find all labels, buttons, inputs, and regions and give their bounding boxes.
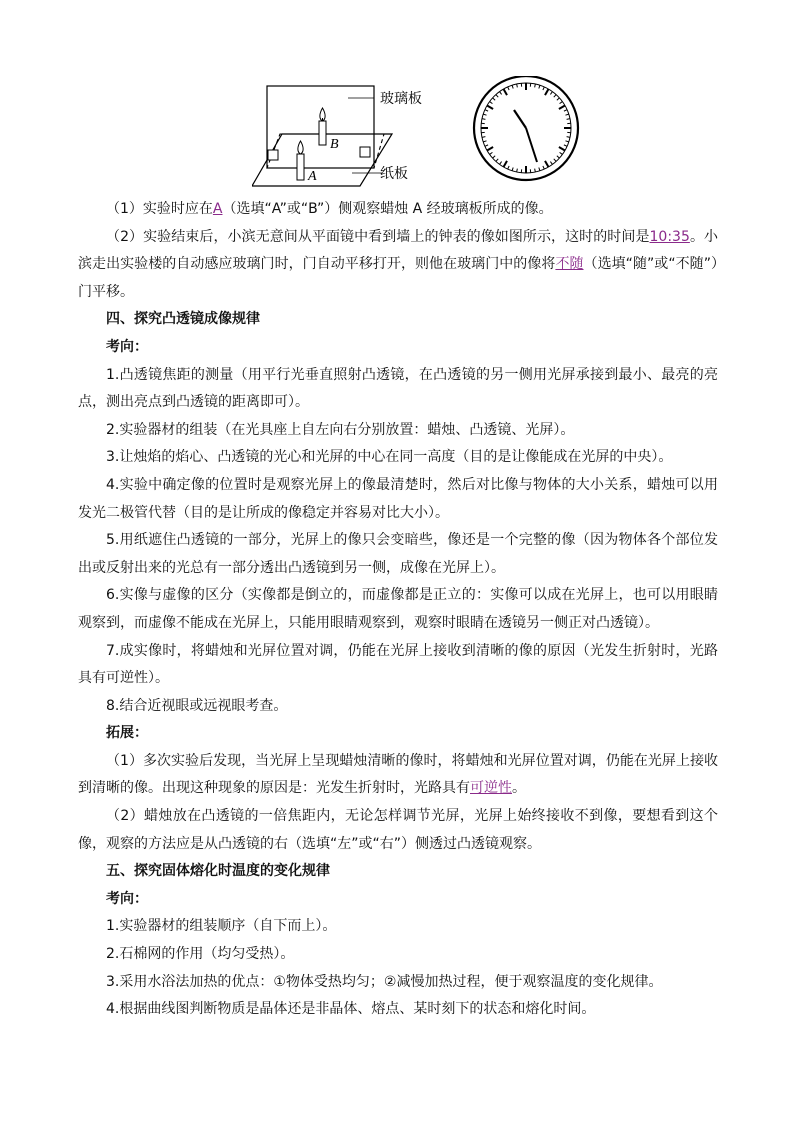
section-4-title: 四、探究凸透镜成像规律 — [106, 311, 260, 328]
paper-board-label: 纸板 — [380, 167, 408, 182]
extension-1-answer: 可逆性 — [470, 780, 512, 797]
clock-tick — [535, 84, 536, 87]
section-5-item: 2.石棉网的作用（均匀受热）。 — [106, 946, 295, 963]
extension-2: （2）蜡烛放在凸透镜的一倍焦距内，无论怎样调节光屏，光屏上始终接收不到像，要想看到这个像，观察的方法应是从凸透镜的右（选填“左”或“右”）侧透过凸透镜观察。 — [78, 808, 718, 852]
question-1-suffix: （选填“A”或“B”）侧观察蜡烛 A 经玻璃板所成的像。 — [222, 201, 553, 217]
mirror-and-clock-diagram — [252, 76, 582, 188]
support-block-left — [268, 150, 278, 160]
candle-a-flame — [298, 141, 303, 154]
support-block-right — [360, 147, 370, 157]
section-4-item: 4.实验中确定像的位置时是观察光屏上的像最清楚时，然后对比像与物体的大小关系，蜡烛可以用发光二极管代替（目的是让所成的像稳定并容易对比大小）。 — [78, 476, 718, 521]
clock-tick — [517, 169, 518, 172]
question-2-answer-door: 不随 — [555, 256, 584, 273]
extension-1-text: （1）多次实验后发现，当光屏上呈现蜡烛清晰的像时，将蜡烛和光屏位置对调，仍能在光屏上接收到清晰的像。出现这种现象的原因是：光发生折射时，光路具有 — [78, 752, 718, 797]
section-4-item: 3.让烛焰的焰心、凸透镜的光心和光屏的中心在同一高度（目的是让像能成在光屏的中央）。 — [106, 449, 673, 466]
question-2-middle: 。小滨走出实验楼的自动感应玻璃门时，门自动平移打开，则他在玻璃门中的像将 — [78, 228, 719, 273]
experiment-figure — [252, 76, 582, 192]
extension-1 — [78, 748, 718, 803]
section-5-kaoxiang: 考向： — [106, 890, 148, 907]
question-1-text: （1）实验时应在 — [106, 201, 213, 217]
extension-1-suffix: 。 — [512, 780, 526, 797]
clock-tick — [567, 137, 570, 138]
section-4-item: 8.结合近视眼或远视眼考查。 — [106, 697, 288, 714]
clock-tick — [482, 119, 485, 120]
document-body — [78, 196, 718, 1024]
section-4-item: 7.成实像时，将蜡烛和光屏位置对调，仍能在光屏上接收到清晰的像的原因（光发生折射时，光路具有可逆性）。 — [78, 642, 718, 687]
clock-tick — [482, 137, 485, 138]
candle-a — [297, 154, 304, 180]
clock-tick — [535, 169, 536, 172]
question-2-text: （2）实验结束后，小滨无意间从平面镜中看到墙上的钟表的像如图所示，这时的时间是 — [106, 228, 650, 245]
question-1 — [78, 196, 718, 224]
question-1-answer: A — [212, 201, 223, 217]
candle-b-label: B — [330, 137, 339, 152]
candle-b — [319, 121, 326, 145]
section-5-item: 1.实验器材的组装顺序（自下而上）。 — [106, 918, 337, 935]
section-4-item: 1.凸透镜焦距的测量（用平行光垂直照射凸透镜，在凸透镜的另一侧用光屏承接到最小、最亮的亮点，测出亮点到凸透镜的距离即可）。 — [78, 366, 718, 411]
section-4-item: 5.用纸遮住凸透镜的一部分，光屏上的像只会变暗些，像还是一个完整的像（因为物体各个部位发出或反射出来的光总有一部分透出凸透镜到另一侧，成像在光屏上）。 — [78, 532, 718, 576]
section-4-kaoxiang: 考向： — [106, 338, 148, 355]
section-4-item: 2.实验器材的组装（在光具座上自左向右分别放置：蜡烛、凸透镜、光屏）。 — [106, 421, 575, 438]
section-4-item: 6.实像与虚像的区分（实像都是倒立的，而虚像都是正立的：实像可以成在光屏上，也可以用眼睛观察到，而虚像不能成在光屏上，只能用眼睛观察到，观察时眼睛在透镜另一侧正对凸透镜）。 — [78, 587, 718, 631]
candle-a-label: A — [308, 169, 317, 184]
section-5-title: 五、探究固体熔化时温度的变化规律 — [106, 863, 330, 880]
section-5-item: 4.根据曲线图判断物质是晶体还是非晶体、熔点、某时刻下的状态和熔化时间。 — [106, 1001, 596, 1018]
clock-tick — [567, 119, 570, 120]
clock-tick — [517, 84, 518, 87]
section-5-item: 3.采用水浴法加热的优点：①物体受热均匀；②减慢加热过程，便于观察温度的变化规律。 — [106, 973, 663, 990]
question-2-answer-time: 10:35 — [649, 228, 690, 245]
section-4-tuozhan: 拓展： — [106, 725, 148, 742]
question-2-suffix: （选填“随”或“不随”）门平移。 — [78, 256, 719, 300]
glass-plate-label: 玻璃板 — [380, 92, 422, 107]
clock-icon — [474, 76, 578, 180]
question-2 — [78, 224, 718, 307]
